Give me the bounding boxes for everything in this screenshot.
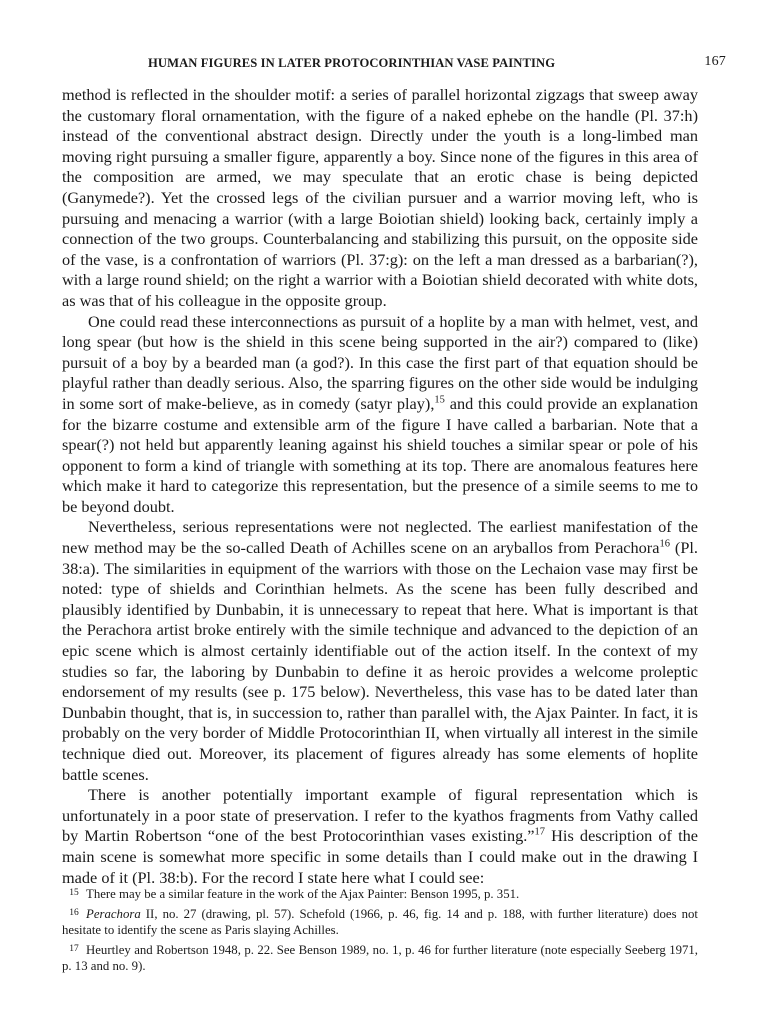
paragraph-2-text-a: One could read these interconnections as pursuit of a hoplite by a man with helmet, vest, and long spear (but how is the shield in this scene being supported in the air?) compared to (like) pursuit of a boy by a bearded man (a god?). In this case the first part of that equation should be playful rather than deadly serious. Also, the sparring figures on the other side would be indulging in some sort of make-believe, as in comedy (satyr play), bbox=[62, 311, 698, 413]
paragraph-3 bbox=[62, 517, 698, 785]
paragraph-2 bbox=[62, 312, 698, 518]
footnote-ref-15[interactable]: 15 bbox=[434, 394, 445, 406]
footnote-mark: 16 bbox=[69, 907, 79, 918]
paragraph-3-text-b: (Pl. 38:a). The similarities in equipment of the warriors with those on the Lechaion vase may first be noted: type of shields and Corinthian helmets. As the scene has been fully described and plausibly identified by Dunbabin, it is unnecessary to repeat that here. What is important is that the Perachora artist broke entirely with the simile technique and advanced to the depiction of an epic scene which is almost certainly identifiable out of the action itself. In the context of my studies so far, the laboring by Dunbabin to define it as heroic provides a welcome proleptic endorsement of my results (see p. 175 below). Nevertheless, this vase has to be dated later than Dunbabin thought, that is, in succession to, rather than parallel with, the Ajax Painter. In fact, it is probably on the very border of Middle Protocorinthian II, when virtually all interest in the simile technique died out. Moreover, its placement of figures already has some elements of hoplite battle scenes. bbox=[62, 538, 698, 784]
running-title: HUMAN FIGURES IN LATER PROTOCORINTHIAN VASE PAINTING bbox=[148, 56, 556, 70]
paragraph-4-text-a: There is another potentially important example of figural representation which is unfortunately in a poor state of preservation. I refer to the kyathos fragments from Vathy called by Martin Robertson “one of the best Protocorinthian vases existing.” bbox=[62, 785, 698, 846]
footnote-mark: 15 bbox=[69, 888, 79, 898]
body-text bbox=[62, 85, 698, 888]
paragraph-4 bbox=[62, 785, 698, 888]
paragraph-2-text-b: and this could provide an explanation for the bizarre costume and extensible arm of the figure I have called a barbarian. Note that a spear(?) not held but apparently leaning against his shield touches a similar spear or pole of his opponent to form a kind of triangle with something at its top. There are anomalous features here which make it hard to categorize this representation, but the presence of a simile seems to me to be beyond doubt. bbox=[62, 393, 699, 516]
footnote-17 bbox=[62, 941, 698, 975]
footnote-text: II, no. 27 (drawing, pl. 57). Schefold (1966, p. 46, fig. 14 and p. 188, with further literature) does not hesitate to identify the scene as Paris slaying Achilles. bbox=[62, 906, 698, 937]
footnote-text: Heurtley and Robertson 1948, p. 22. See Benson 1989, no. 1, p. 46 for further literature (note especially Seeberg 1971, p. 13 and no. 9). bbox=[62, 942, 698, 973]
footnote-ref-16[interactable]: 16 bbox=[659, 538, 670, 550]
footnote-mark: 17 bbox=[69, 943, 79, 954]
running-head bbox=[62, 52, 726, 72]
footnote-ref-17[interactable]: 17 bbox=[534, 826, 546, 838]
paragraph-1: method is reflected in the shoulder motif: a series of parallel horizontal zigzags that sweep away the customary floral ornamentation, with the figure of a naked ephebe on the handle (Pl. 37:h) instead of the conventional abstract design. Directly under the youth is a long-limbed man moving right pursuing a smaller figure, apparently a boy. Since none of the figures in this area of the composition are armed, we may speculate that an erotic chase is being depicted (Ganymede?). Yet the crossed legs of the civilian pursuer and a warrior moving left, who is pursuing and menacing a warrior (with a large Boiotian shield) looking back, certainly imply a connection of the two groups. Counterbalancing and stabilizing this pursuit, on the opposite side of the vase, is a confrontation of warriors (Pl. 37:g): on the left a man dressed as a barbarian(?), with a large round shield; on the right a warrior with a Boiotian shield decorated with white dots, as was that of his colleague in the opposite group. bbox=[62, 85, 698, 310]
footnote-text: There may be a similar feature in the work of the Ajax Painter: Benson 1995, p. 351. bbox=[86, 887, 520, 901]
paragraph-3-text-a: Nevertheless, serious representations were not neglected. The earliest manifestation of the new method may be the so-called Death of Achilles scene on an aryballos from Perachora bbox=[62, 517, 698, 558]
page-number: 167 bbox=[704, 54, 726, 69]
footnote-15 bbox=[62, 885, 698, 903]
footnotes bbox=[62, 885, 698, 977]
paragraph-4-text-b: His description of the main scene is somewhat more specific in some details than I could make out in the drawing I made of it (Pl. 38:b). For the record I state here what I could see: bbox=[62, 826, 698, 887]
footnote-16 bbox=[62, 905, 698, 939]
footnote-italic: Perachora bbox=[86, 906, 141, 921]
